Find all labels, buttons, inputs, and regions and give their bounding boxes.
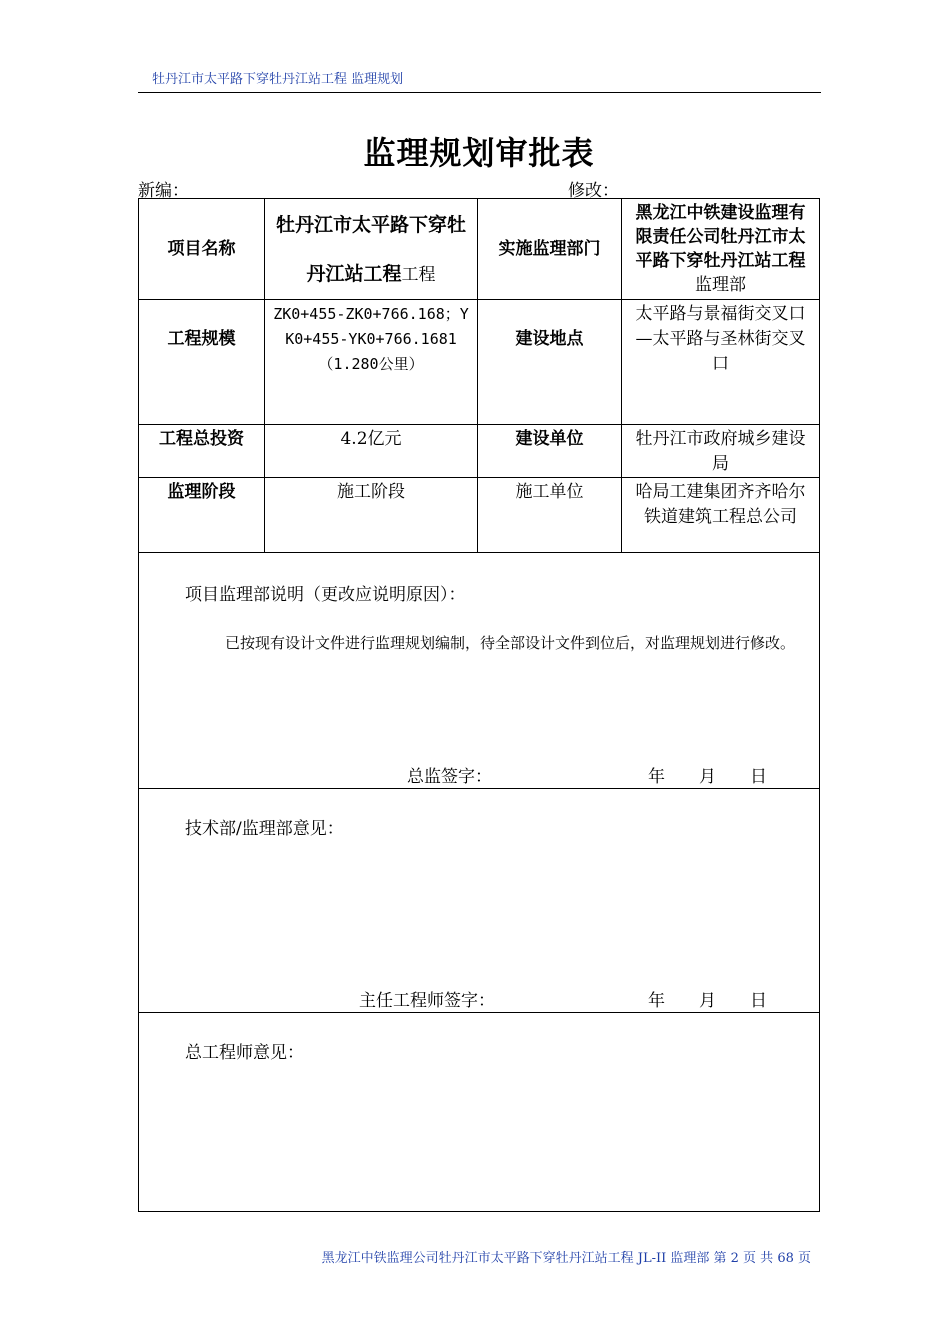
scale-label: 工程规模 xyxy=(139,300,265,425)
project-name-label: 项目名称 xyxy=(139,199,265,300)
scale-value: ZK0+455-ZK0+766.168；YK0+455-YK0+766.1681（1.280公里） xyxy=(265,300,478,425)
chief-supervisor-signature-label: 总监签字： xyxy=(407,767,492,787)
location-value: 太平路与景福街交叉口—太平路与圣林街交叉口 xyxy=(622,300,820,425)
technical-dept-section xyxy=(139,789,820,1013)
page-footer: 黑龙江中铁监理公司牡丹江市太平路下穿牡丹江站工程 JL-II 监理部 第 2 页 共 68 页 xyxy=(321,1251,811,1266)
supervision-dept-heading: 项目监理部说明（更改应说明原因）： xyxy=(185,585,466,605)
technical-dept-heading: 技术部/监理部意见： xyxy=(185,819,344,839)
supervision-dept-body: 已按现有设计文件进行监理规划编制，待全部设计文件到位后，对监理规划进行修改。 xyxy=(225,634,796,652)
project-name-bold: 牡丹江市太平路下穿牡丹江站工程 xyxy=(275,214,466,285)
chief-supervisor-date: 年 月 日 xyxy=(648,767,767,787)
modify-label: 修改： xyxy=(568,181,619,201)
builder-value: 牡丹江市政府城乡建设局 xyxy=(622,425,820,478)
new-edition-label: 新编： xyxy=(138,181,189,201)
stage-label: 监理阶段 xyxy=(139,478,265,553)
general-engineer-heading: 总工程师意见： xyxy=(185,1043,304,1063)
approval-form-table xyxy=(138,198,820,1212)
contractor-label: 施工单位 xyxy=(478,478,622,553)
chief-engineer-date: 年 月 日 xyxy=(648,991,767,1011)
form-title: 监理规划审批表 xyxy=(363,134,595,172)
location-label: 建设地点 xyxy=(478,300,622,425)
investment-label: 工程总投资 xyxy=(139,425,265,478)
dept-suffix: 监理部 xyxy=(695,275,746,295)
supervision-dept-section xyxy=(139,553,820,789)
project-name-suffix: 工程 xyxy=(401,265,436,285)
dept-label: 实施监理部门 xyxy=(478,199,622,300)
dept-bold: 黑龙江中铁建设监理有限责任公司牡丹江市太平路下穿牡丹江站工程 xyxy=(635,203,806,271)
chief-engineer-signature-label: 主任工程师签字： xyxy=(359,991,495,1011)
stage-value: 施工阶段 xyxy=(265,478,478,553)
builder-label: 建设单位 xyxy=(478,425,622,478)
project-name-value xyxy=(265,199,478,300)
page-header: 牡丹江市太平路下穿牡丹江站工程 监理规划 xyxy=(152,72,404,87)
general-engineer-section xyxy=(139,1013,820,1212)
dept-value xyxy=(622,199,820,300)
investment-value: 4.2亿元 xyxy=(265,425,478,478)
contractor-value: 哈局工建集团齐齐哈尔铁道建筑工程总公司 xyxy=(622,478,820,553)
header-rule xyxy=(138,92,821,93)
